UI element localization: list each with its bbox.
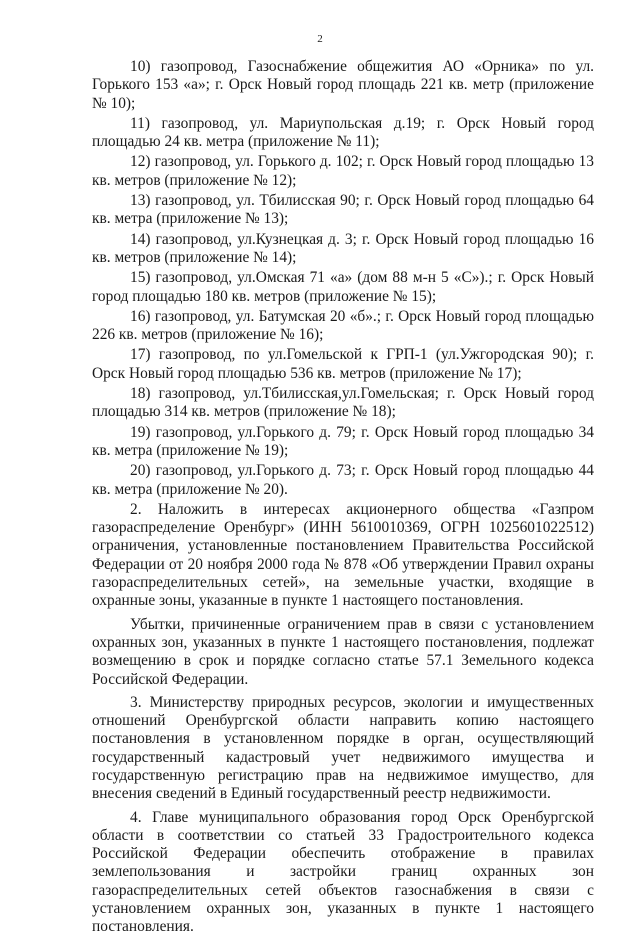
list-item-10: 10) газопровод, Газоснабжение общежития АО «Орника» по ул. Горького 153 «а»; г. Орск Новый город площадь 221 кв. метр (приложение № 10); — [92, 58, 594, 112]
list-item-19: 19) газопровод, ул.Горького д. 79; г. Орск Новый город площадью 34 кв. метра (приложение № 19); — [92, 423, 594, 459]
list-item-14: 14) газопровод, ул.Кузнецкая д. 3; г. Орск Новый город площадью 16 кв. метров (приложение № 14); — [92, 230, 594, 266]
document-body — [92, 58, 594, 937]
list-item-15: 15) газопровод, ул.Омская 71 «а» (дом 88 м-н 5 «С»).; г. Орск Новый город площадью 180 кв. метров (приложение № 15); — [92, 269, 594, 305]
page-number: 2 — [317, 33, 323, 45]
paragraph-3-ministry: 3. Министерству природных ресурсов, экологии и имущественных отношений Оренбургской области направить копию настоящего постановления в установленном порядке в орган, осуществляющий государственный кадастровый учет недвижимого имущества и государственную регистрацию прав на недвижимое имущество, для внесения сведений в Единый государственный реестр недвижимости. — [92, 693, 594, 803]
list-item-13: 13) газопровод, ул. Тбилисская 90; г. Орск Новый город площадью 64 кв. метра (приложение № 13); — [92, 192, 594, 228]
paragraph-4-head: 4. Главе муниципального образования город Орск Оренбургской области в соответствии со статьей 33 Градостроительного кодекса Российской Федерации обеспечить отображение в правилах землепользования и застройки границ охранных зон газораспределительных сетей объектов газоснабжения в связи с установлением охранных зон, указанных в пункте 1 настоящего постановления. — [92, 808, 594, 936]
list-item-17: 17) газопровод, по ул.Гомельской к ГРП-1 (ул.Ужгородская 90); г. Орск Новый город площадью 536 кв. метров (приложение № 17); — [92, 346, 594, 382]
paragraph-losses: Убытки, причиненные ограничением прав в связи с установлением охранных зон, указанных в пункте 1 настоящего постановления, подлежат возмещению в срок и порядке согласно статье 57.1 Земельного кодекса Российской Федерации. — [92, 615, 594, 688]
list-item-16: 16) газопровод, ул. Батумская 20 «б».; г. Орск Новый город площадью 226 кв. метров (приложение № 16); — [92, 307, 594, 344]
paragraph-2-restrictions: 2. Наложить в интересах акционерного общества «Газпром газораспределение Оренбург» (ИНН 5610010369, ОГРН 1025601022512) ограничения, установленные постановлением Правительства Российской Федерации от 20 ноября 2000 года № 878 «Об утверждении Правил охраны газораспределительных сетей», на земельные участки, входящие в охранные зоны, указанные в пункте 1 настоящего постановления. — [92, 500, 594, 610]
list-item-11: 11) газопровод, ул. Мариупольская д.19; г. Орск Новый город площадью 24 кв. метра (приложение № 11); — [92, 114, 594, 151]
list-item-20: 20) газопровод, ул.Горького д. 73; г. Орск Новый город площадью 44 кв. метра (приложение № 20). — [92, 462, 594, 498]
list-item-18: 18) газопровод, ул.Тбилисская,ул.Гомельская; г. Орск Новый город площадью 314 кв. метров (приложение № 18); — [92, 385, 594, 421]
list-item-12: 12) газопровод, ул. Горького д. 102; г. Орск Новый город площадью 13 кв. метров (приложение № 12); — [92, 153, 594, 189]
